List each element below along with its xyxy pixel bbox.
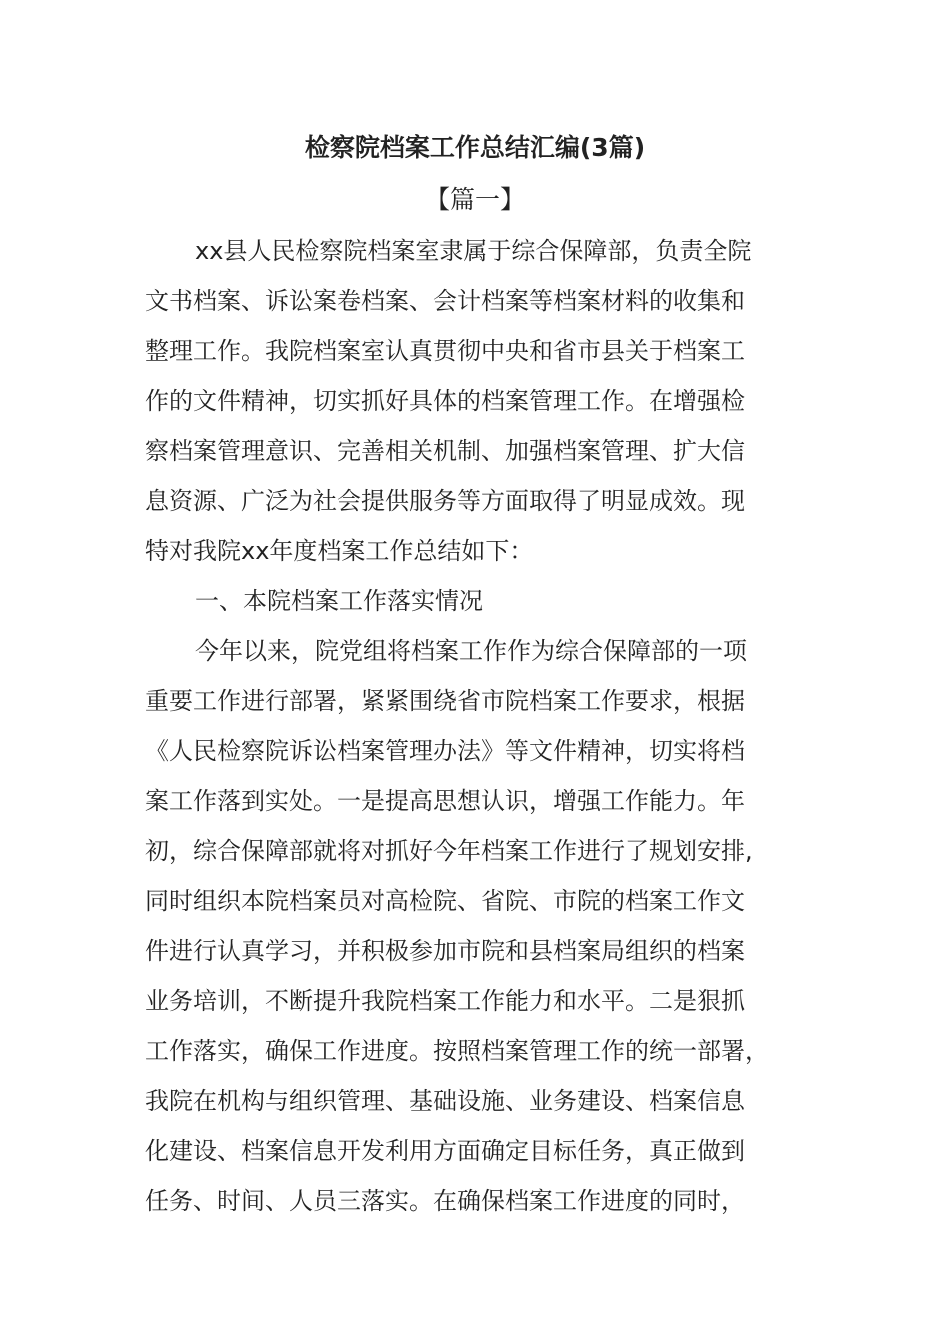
text-line: 化建设、档案信息开发利用方面确定目标任务，真正做到 [145,1137,745,1165]
text-line: xx县人民检察院档案室隶属于综合保障部，负责全院 [195,237,752,265]
text-line: 整理工作。我院档案室认真贯彻中央和省市县关于档案工 [145,337,745,365]
section-heading: 一、本院档案工作落实情况 [195,587,483,615]
text-line: 作的文件精神，切实抓好具体的档案管理工作。在增强检 [145,387,745,415]
text-line: 今年以来，院党组将档案工作作为综合保障部的一项 [195,637,747,665]
section-label: 【篇一】 [424,185,525,214]
text-line: 重要工作进行部署，紧紧围绕省市院档案工作要求，根据 [145,687,745,715]
document-body [145,226,793,1226]
text-line: 工作落实，确保工作进度。按照档案管理工作的统一部署， [145,1037,769,1065]
text-line: 初，综合保障部就将对抓好今年档案工作进行了规划安排, [145,837,753,865]
text-line: 《人民检察院诉讼档案管理办法》等文件精神，切实将档 [145,737,745,765]
text-line: 业务培训，不断提升我院档案工作能力和水平。二是狠抓 [145,987,745,1015]
document-title: 检察院档案工作总结汇编(3篇) [304,133,646,162]
text-line: 文书档案、诉讼案卷档案、会计档案等档案材料的收集和 [145,287,745,315]
text-line: 案工作落到实处。一是提高思想认识，增强工作能力。年 [145,787,745,815]
text-line: 息资源、广泛为社会提供服务等方面取得了明显成效。现 [145,487,745,515]
text-line: 任务、时间、人员三落实。在确保档案工作进度的同时， [145,1187,745,1215]
text-line: 我院在机构与组织管理、基础设施、业务建设、档案信息 [145,1087,745,1115]
text-line: 件进行认真学习，并积极参加市院和县档案局组织的档案 [145,937,745,965]
text-line: 察档案管理意识、完善相关机制、加强档案管理、扩大信 [145,437,745,465]
text-line: 特对我院xx年度档案工作总结如下： [145,537,534,565]
text-line: 同时组织本院档案员对高检院、省院、市院的档案工作文 [145,887,745,915]
